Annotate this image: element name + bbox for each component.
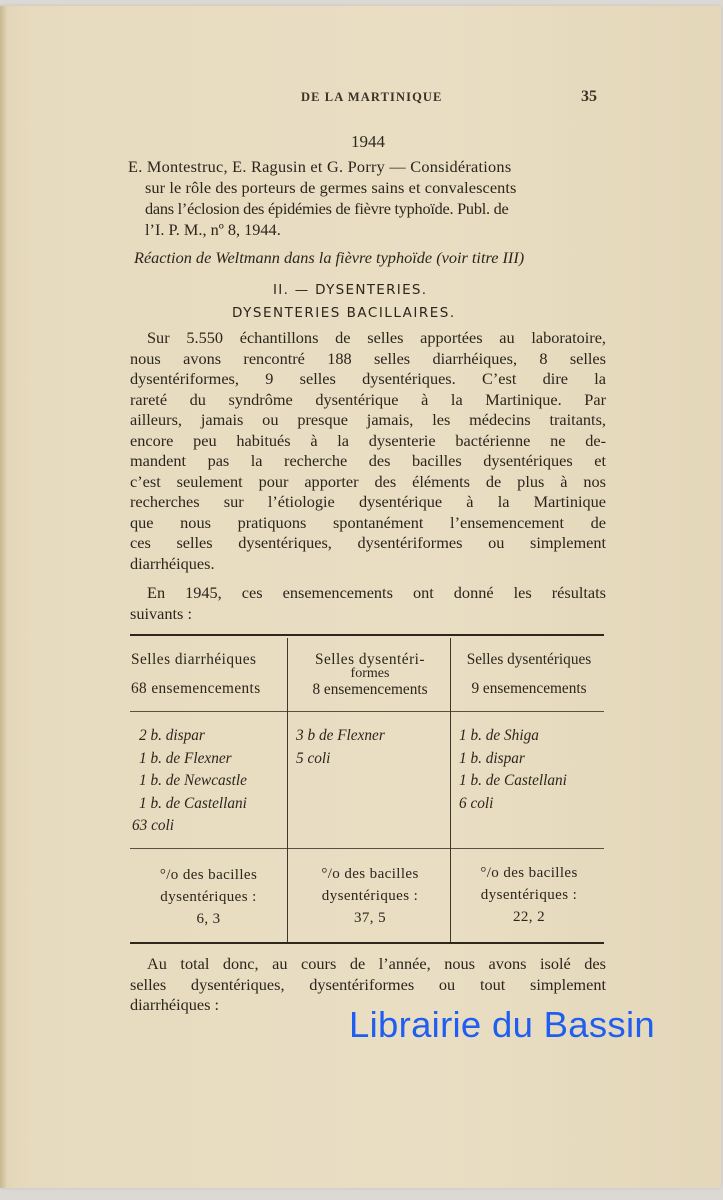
results-table [130, 634, 604, 946]
paragraph-line: En 1945, ces ensemencements ont donné les résultats [147, 583, 606, 602]
paragraph-line: Sur 5.550 échantillons de selles apportées au laboratoire, [147, 328, 606, 347]
paragraph-intro [130, 328, 606, 574]
result-item: 1 b. dispar [459, 749, 525, 767]
result-item: 1 b. de Newcastle [139, 772, 247, 789]
paragraph-line: ailleurs, jamais ou presque jamais, les médecins traitants, [130, 410, 606, 429]
paragraph-line: rareté du syndrôme dysentérique à la Martinique. Par [130, 389, 606, 409]
bib-line: l’I. P. M., nº 8, 1944. [145, 220, 281, 239]
column-header-continuation: formes [350, 666, 390, 681]
column-header: Selles diarrhéiques [131, 651, 257, 668]
paragraph-line: selles dysentériques, dysentériformes ou tout simplement [130, 974, 606, 994]
result-item: 1 b. de Castellani [139, 794, 247, 812]
paragraph-line: ces selles dysentériques, dysentériformes ou simplement [130, 533, 606, 552]
paragraph-line: diarrhéiques : [130, 995, 220, 1014]
percentage-label: dysentériques : [480, 887, 578, 903]
table-results-cell [459, 725, 609, 815]
percentage-label: dysentériques : [321, 888, 419, 904]
section-title: II. — DYSENTERIES. [273, 282, 428, 298]
column-divider [450, 638, 451, 942]
bib-line: sur le rôle des porteurs de germes sains et convalescents [145, 178, 517, 197]
running-head: DE LA MARTINIQUE [301, 90, 443, 104]
column-header: Selles dysentériques [466, 651, 592, 668]
percentage-value: 22, 2 [513, 909, 545, 925]
result-item: 1 b. de Shiga [459, 727, 539, 744]
column-count: 68 ensemencements [131, 680, 261, 697]
table-results-cell [296, 725, 446, 770]
paragraph-line: diarrhéiques. [130, 553, 215, 573]
paragraph-line: Au total donc, au cours de l’année, nous avons isolé des [147, 954, 606, 973]
percentage-label: dysentériques : [160, 889, 257, 905]
bib-line: dans l’éclosion des épidémies de fièvre typhoïde. Publ. de [145, 199, 509, 218]
column-header: Selles dysentéri- [314, 651, 426, 668]
bib-line: E. Montestruc, E. Ragusin et G. Porry — Considérations [128, 157, 512, 176]
result-item: 63 coli [132, 817, 175, 834]
percentage-value: 6, 3 [196, 911, 221, 927]
column-count: 8 ensemencements [312, 681, 428, 698]
column-divider [287, 638, 288, 942]
table-header-cell [131, 651, 285, 697]
result-item: 3 b de Flexner [296, 727, 385, 744]
result-item: 2 b. dispar [139, 727, 205, 744]
column-count: 9 ensemencements [471, 680, 587, 697]
table-body-rule [130, 848, 604, 849]
paragraph-line: dysentériformes, 9 selles dysentériques. C’est dire la [130, 369, 606, 388]
paragraph-line: que nous pratiquons spontanément l’ensemencement de [130, 512, 606, 532]
table-header-rule [130, 711, 604, 712]
result-item: 1 b. de Flexner [139, 749, 232, 767]
table-header-cell [290, 651, 450, 698]
paragraph-line: recherches sur l’étiologie dysentérique à la Martinique [130, 492, 606, 511]
paragraph-line: nous avons rencontré 188 selles diarrhéiques, 8 selles [130, 348, 606, 368]
paragraph-line: mandent pas la recherche des bacilles dysentériques et [130, 451, 606, 470]
page-number: 35 [581, 88, 597, 105]
table-percentage-cell [130, 864, 287, 930]
result-item: 1 b. de Castellani [459, 772, 567, 789]
percentage-label: °/o des bacilles [480, 865, 578, 881]
table-bottom-rule [130, 942, 604, 944]
table-top-rule [130, 634, 604, 636]
table-percentage-cell [452, 862, 606, 928]
table-header-cell [452, 651, 606, 697]
paragraph-results-intro [130, 583, 606, 624]
book-page [0, 6, 721, 1188]
subsection-title: DYSENTERIES BACILLAIRES. [232, 305, 456, 321]
paragraph-line: encore peu habitués à la dysenterie bactérienne ne de- [130, 430, 606, 450]
result-item: 6 coli [459, 794, 494, 812]
italic-reference: Réaction de Weltmann dans la fièvre typhoïde (voir titre III) [134, 248, 525, 267]
watermark-text: Librairie du Bassin [349, 1004, 655, 1045]
percentage-value: 37, 5 [354, 910, 386, 926]
paragraph-line: c’est seulement pour apporter des éléments de plus à nos [130, 471, 606, 491]
bibliography-year: 1944 [351, 132, 385, 151]
table-percentage-cell [290, 863, 450, 929]
paragraph-line: suivants : [130, 603, 192, 623]
percentage-label: °/o des bacilles [159, 867, 258, 883]
result-item: 5 coli [296, 749, 331, 767]
table-results-cell [132, 725, 286, 838]
percentage-label: °/o des bacilles [321, 866, 419, 882]
bibliography-entry [128, 156, 604, 240]
